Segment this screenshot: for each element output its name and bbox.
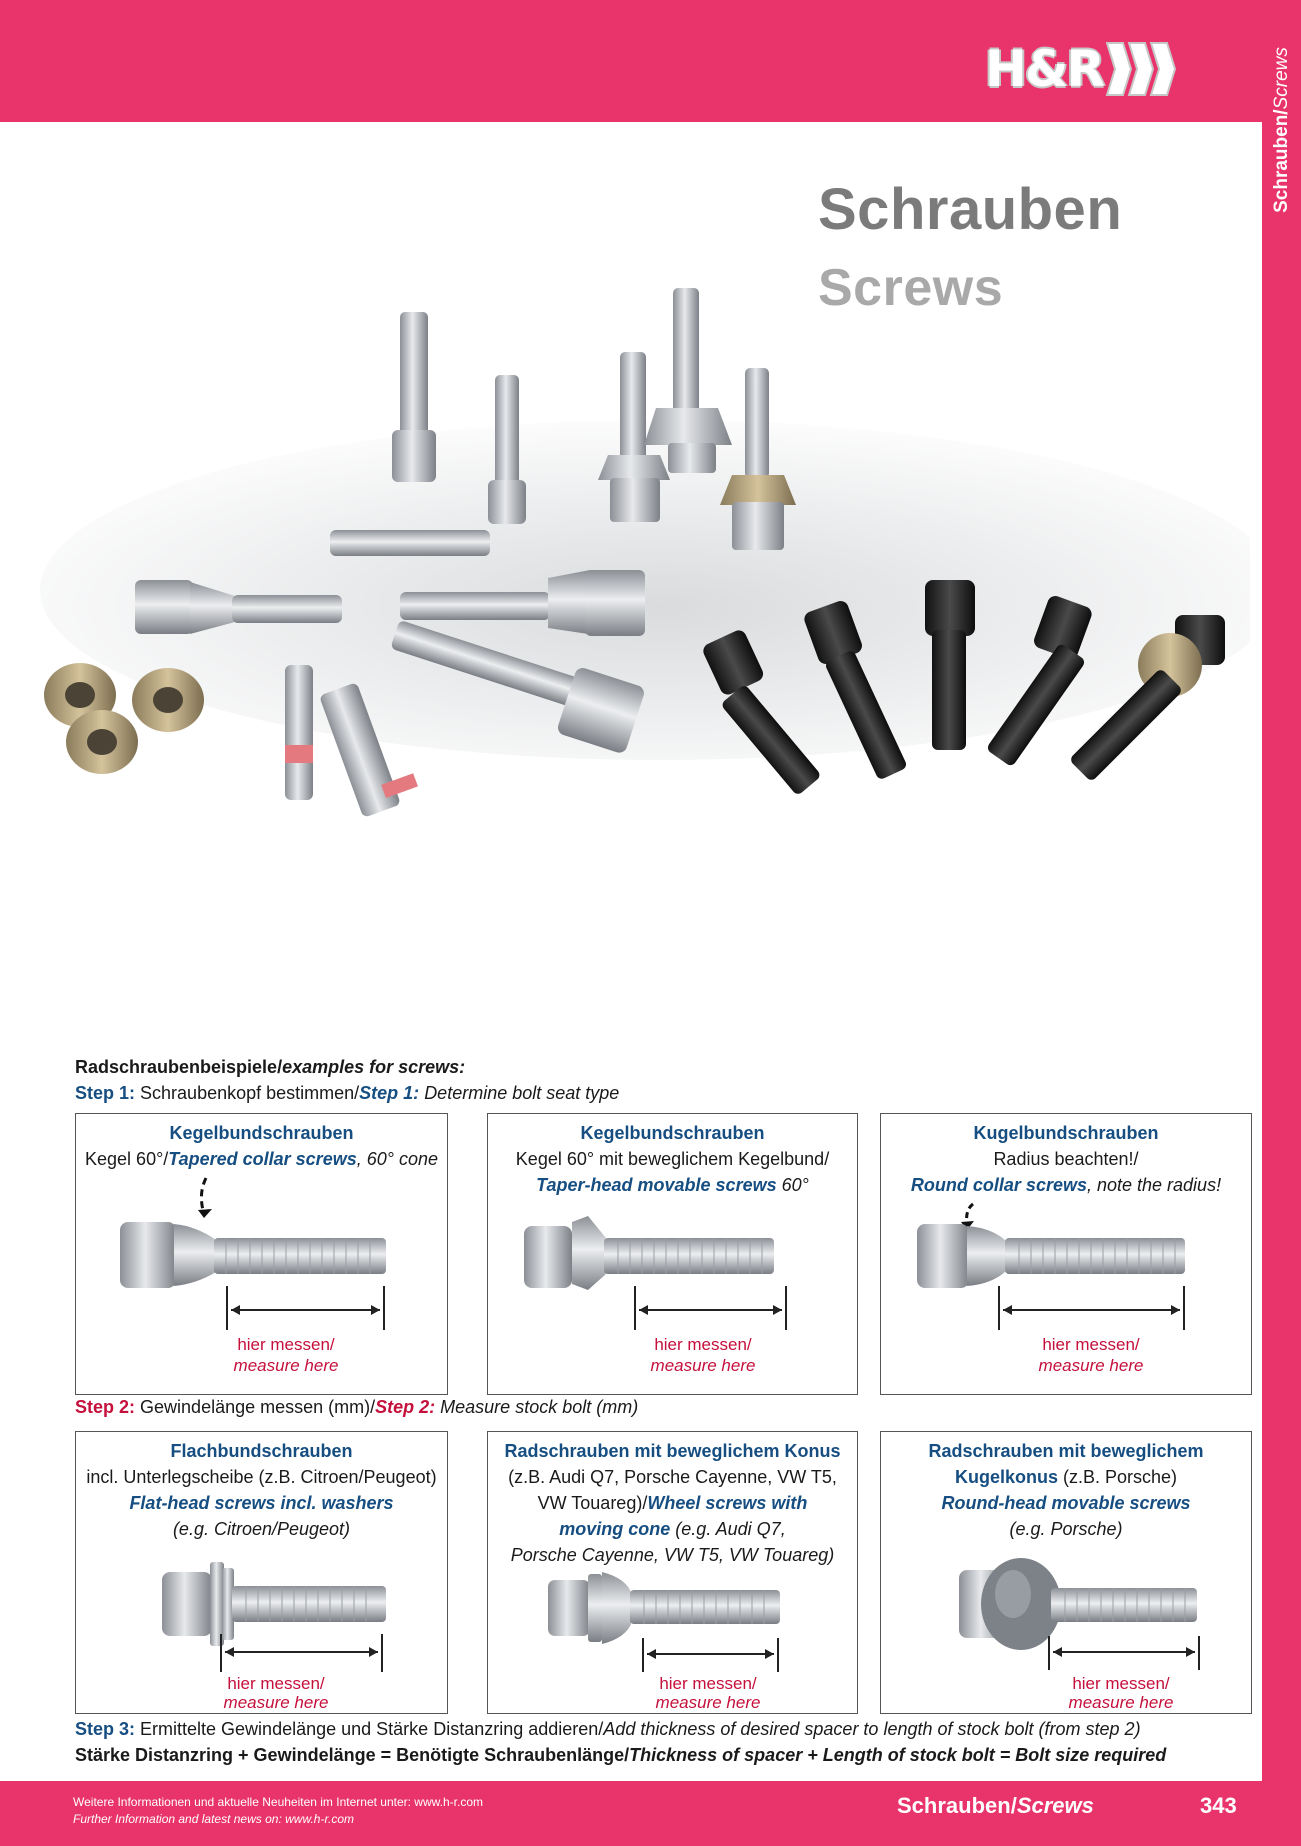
measure-label-de: hier messen/ xyxy=(654,1335,752,1354)
bolt-illustration xyxy=(881,1432,1253,1715)
step1-line xyxy=(75,1083,619,1104)
step1-label: Step 1: xyxy=(75,1083,136,1103)
box-line-en-rest: (e.g. Porsche) xyxy=(1009,1519,1123,1539)
measure-label-de: hier messen/ xyxy=(1042,1335,1140,1354)
box-line-en-rest: 60° xyxy=(776,1175,809,1195)
step2-de: Gewindelänge messen (mm)/ xyxy=(140,1397,376,1417)
box-title-2: Kugelkonus xyxy=(954,1467,1058,1487)
photo-nuts xyxy=(44,663,204,774)
side-bar xyxy=(1262,0,1301,1846)
measure-label xyxy=(1031,1334,1151,1376)
measure-label-en: measure here xyxy=(223,1693,329,1712)
box-line-en-rest: , 60° cone xyxy=(356,1149,438,1169)
step3-line xyxy=(75,1719,1141,1740)
step3-en: Add thickness of desired spacer to length of stock bolt (from step 2) xyxy=(603,1719,1141,1739)
step2-label-en: Step 2: xyxy=(375,1397,436,1417)
page-subtitle: Screws xyxy=(818,259,1004,317)
measure-label xyxy=(216,1674,336,1712)
footer-info-en: Further Information and latest news on: www.h-r.com xyxy=(73,1812,355,1826)
box-line-de: Kegel 60° mit beweglichem Kegelbund/ xyxy=(515,1149,830,1169)
logo-spring-icon xyxy=(1105,39,1177,99)
measure-label-de: hier messen/ xyxy=(237,1335,335,1354)
footer-section-en: Screws xyxy=(1016,1793,1094,1818)
box-line-en-bold: Round-head movable screws xyxy=(941,1493,1191,1513)
box-line-en-bold: Round collar screws xyxy=(910,1175,1087,1195)
step1-en: Determine bolt seat type xyxy=(424,1083,620,1103)
measure-label-en: measure here xyxy=(1038,1356,1144,1375)
measure-label-en: measure here xyxy=(655,1693,761,1712)
example-box-flat-head xyxy=(75,1431,448,1714)
box-line-en-rest-1: (e.g. Audi Q7, xyxy=(670,1519,786,1539)
measure-label xyxy=(648,1674,768,1712)
step2-label: Step 2: xyxy=(75,1397,136,1417)
example-box-round-collar xyxy=(880,1113,1252,1395)
product-photo xyxy=(20,280,1250,840)
page-number: 343 xyxy=(1200,1793,1237,1818)
step3-label: Step 3: xyxy=(75,1719,136,1739)
box-line-en-bold: Flat-head screws incl. washers xyxy=(129,1493,394,1513)
measure-label xyxy=(643,1334,763,1376)
measure-label-de: hier messen/ xyxy=(659,1674,757,1693)
examples-heading-de: Radschraubenbeispiele/ xyxy=(75,1057,283,1077)
measure-label-de: hier messen/ xyxy=(227,1674,325,1693)
side-tab xyxy=(1264,20,1300,240)
box-title: Kegelbundschrauben xyxy=(169,1123,354,1143)
box-line-en-rest: (e.g. Citroen/Peugeot) xyxy=(172,1519,351,1539)
example-box-tapered-collar xyxy=(75,1113,448,1395)
bolt-illustration xyxy=(76,1432,449,1715)
measure-label-en: measure here xyxy=(233,1356,339,1375)
box-title: Flachbundschrauben xyxy=(170,1441,353,1461)
box-title-1: Radschrauben mit beweglichem xyxy=(928,1441,1204,1461)
box-line-de-1: (z.B. Audi Q7, Porsche Cayenne, VW T5, xyxy=(508,1467,837,1487)
box-line-de: Kegel 60°/ xyxy=(85,1149,169,1169)
example-box-taper-head-movable xyxy=(487,1113,858,1395)
logo-text: H&R xyxy=(985,40,1103,98)
footer-info-de: Weitere Informationen und aktuelle Neuheiten im Internet unter: www.h-r.com xyxy=(73,1795,483,1809)
examples-heading-en: examples for screws: xyxy=(282,1057,466,1077)
step2-line xyxy=(75,1397,638,1418)
measure-label-en: measure here xyxy=(650,1356,756,1375)
footer-section xyxy=(897,1793,1094,1819)
box-title: Kegelbundschrauben xyxy=(580,1123,765,1143)
step1-label-en: Step 1: xyxy=(359,1083,420,1103)
step1-de: Schraubenkopf bestimmen/ xyxy=(140,1083,360,1103)
box-line-en-bold: Tapered collar screws xyxy=(168,1149,357,1169)
page-title: Schrauben xyxy=(818,177,1123,242)
formula-de: Stärke Distanzring + Gewindelänge = Benötigte Schraubenlänge/ xyxy=(75,1745,630,1765)
box-line-de: incl. Unterlegscheibe (z.B. Citroen/Peugeot) xyxy=(86,1467,437,1487)
step3-de: Ermittelte Gewindelänge und Stärke Distanzring addieren/ xyxy=(140,1719,604,1739)
footer-section-de: Schrauben/ xyxy=(897,1793,1017,1818)
formula-en: Thickness of spacer + Length of stock bolt = Bolt size required xyxy=(629,1745,1167,1765)
examples-heading xyxy=(75,1057,465,1078)
side-tab-de: Schrauben/ xyxy=(1271,109,1292,213)
side-tab-en: Screws xyxy=(1271,47,1292,110)
formula-line xyxy=(75,1745,1166,1766)
measure-label xyxy=(1061,1674,1181,1712)
box-line-en-bold-2: moving cone xyxy=(559,1519,671,1539)
box-line-en-bold-1: Wheel screws with xyxy=(647,1493,808,1513)
measure-label-de: hier messen/ xyxy=(1072,1674,1170,1693)
example-box-round-head-movable xyxy=(880,1431,1252,1714)
bolt-illustration xyxy=(488,1432,859,1715)
box-title: Kugelbundschrauben xyxy=(973,1123,1159,1143)
box-title-2-rest: (z.B. Porsche) xyxy=(1057,1467,1178,1487)
box-line-en-bold: Taper-head movable screws xyxy=(536,1175,777,1195)
measure-label-en: measure here xyxy=(1068,1693,1174,1712)
step2-en: Measure stock bolt (mm) xyxy=(440,1397,639,1417)
box-line-de-2: VW Touareg)/ xyxy=(537,1493,648,1513)
hr-logo xyxy=(985,36,1177,102)
box-line-en-rest: , note the radius! xyxy=(1086,1175,1222,1195)
example-box-moving-cone xyxy=(487,1431,858,1714)
box-title: Radschrauben mit beweglichem Konus xyxy=(504,1441,841,1461)
box-line-en-rest-2: Porsche Cayenne, VW T5, VW Touareg) xyxy=(510,1545,835,1565)
box-line-de: Radius beachten!/ xyxy=(993,1149,1139,1169)
measure-label xyxy=(226,1334,346,1376)
